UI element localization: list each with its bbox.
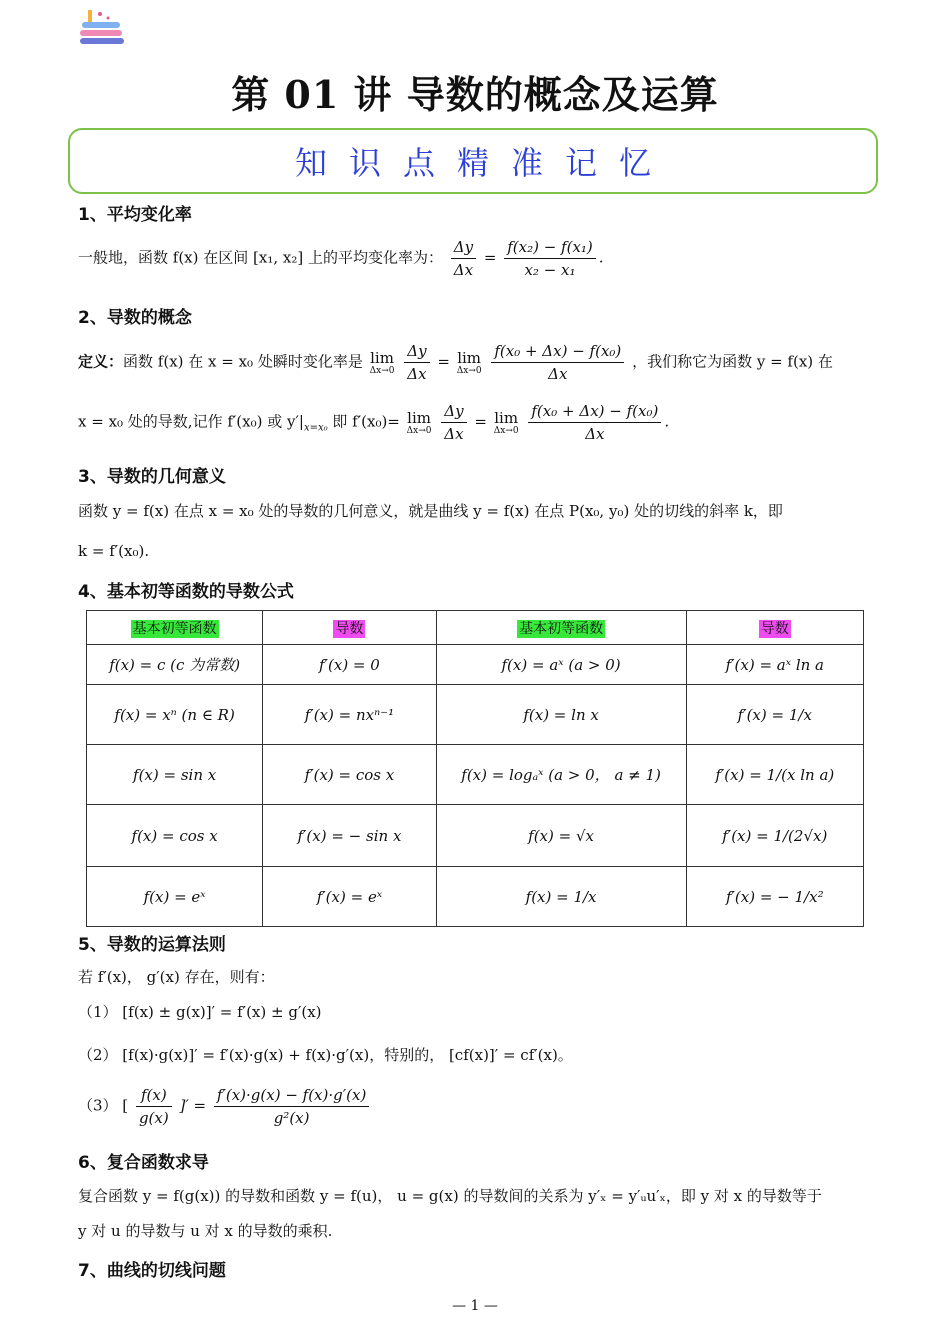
quotient-fraction: $\frac{f(x)}{g(x)}$ — [136, 1084, 172, 1129]
table-header-row — [87, 611, 864, 645]
definition-label: 定义： — [78, 352, 124, 371]
rule-3: （3） [ $\frac{f(x)}{g(x)}$ ]′ = $\frac{f'(x)\cdot g(x) - f(x)\cdot g'(x)}{\text{g²(x)}}$ — [78, 1084, 372, 1129]
heading-derivative-concept: 2、导数的概念 — [78, 308, 192, 328]
definition-line-2: x = x₀ 处的导数,记作 f′(x₀) 或 $y'|_{x=x_0}$ 即 f′(x₀)= lim Δx→0 $\frac{\Delta y}{\Delta x}$ = lim Δx→0 $\frac{\text{f(x₀ + Δx) − f(x₀)}}{\Delta x}$ . — [78, 402, 670, 443]
table-row: f(x) = sin x f′(x) = cos x f(x) = logₐˣ (a > 0， a ≠ 1) f′(x) = 1/(x ln a) — [87, 745, 864, 805]
limit-symbol: lim Δx→0 — [493, 408, 519, 436]
section-banner — [68, 128, 878, 194]
difference-quotient: $\frac{\text{f(x₀ + Δx) − f(x₀)}}{\Delta x}$ — [491, 340, 624, 385]
banner-text: 知识点精准记忆 — [294, 144, 673, 182]
heading-geometric-meaning: 3、导数的几何意义 — [78, 467, 226, 487]
heading-operation-rules: 5、导数的运算法则 — [78, 935, 226, 955]
books-logo-icon — [78, 8, 128, 50]
rule-2: （2） [f(x)·g(x)]′ = f′(x)·g(x) + f(x)·g′(x)，特别的， [cf(x)]′ = cf′(x)。 — [78, 1046, 573, 1064]
geometric-line-1: 函数 y = f(x) 在点 x = x₀ 处的导数的几何意义，就是曲线 y = f(x) 在点 P(x₀, y₀) 处的切线的斜率 k，即 — [78, 502, 783, 520]
table-row: f(x) = xⁿ (n ∈ R) f′(x) = nxⁿ⁻¹ f(x) = ln x f′(x) = 1/x — [87, 685, 864, 745]
table-row: f(x) = cos x f′(x) = − sin x f(x) = √x f′(x) = 1/(2√x) — [87, 805, 864, 867]
table-header: 导数 — [335, 620, 364, 637]
chain-rule-line-1: 复合函数 y = f(g(x)) 的导数和函数 y = f(u)， u = g(x) 的导数间的关系为 y′ₓ = y′ᵤu′ₓ，即 y 对 x 的导数等于 — [78, 1187, 822, 1205]
avg-rate-fraction: $\frac{\text{f(x₂) − f(x₁)}}{\text{x₂ − x₁}}$ — [504, 236, 596, 281]
dy-dx-fraction: $\frac{\Delta y}{\Delta x}$ — [451, 236, 476, 281]
geometric-line-2: k = f′(x₀). — [78, 542, 150, 560]
heading-tangent-problem: 7、曲线的切线问题 — [78, 1261, 226, 1281]
page-title: 第 01 讲 导数的概念及运算 — [231, 72, 719, 117]
page-number: — 1 — — [452, 1298, 498, 1314]
rule-1: （1） [f(x) ± g(x)]′ = f′(x) ± g′(x) — [78, 1003, 322, 1021]
table-header: 基本初等函数 — [519, 620, 604, 637]
quotient-rule-fraction: $\frac{f'(x)\cdot g(x) - f(x)\cdot g'(x)}{\text{g²(x)}}$ — [214, 1084, 369, 1129]
limit-symbol: lim Δx→0 — [456, 348, 482, 376]
avg-rate-text: 一般地，函数 f(x) 在区间 [x₁, x₂] 上的平均变化率为： — [78, 248, 443, 267]
definition-line-1: 定义：函数 f(x) 在 x = x₀ 处瞬时变化率是 lim Δx→0 $\frac{\Delta y}{\Delta x}$ = lim Δx→0 $\frac{\text{f(x₀ + Δx) − f(x₀)}}{\Delta x}$ ，我们称它为函数 y = f(x) 在 — [78, 342, 833, 383]
dy-dx-fraction: $\frac{\Delta y}{\Delta x}$ — [404, 340, 429, 385]
derivative-formula-table — [86, 610, 864, 927]
heading-derivative-formulas: 4、基本初等函数的导数公式 — [78, 582, 294, 602]
chain-rule-line-2: y 对 u 的导数与 u 对 x 的导数的乘积. — [78, 1222, 333, 1240]
table-header: 导数 — [760, 620, 789, 637]
table-row: f(x) = eˣ f′(x) = eˣ f(x) = 1/x f′(x) = − 1/x² — [87, 867, 864, 927]
table-header: 基本初等函数 — [132, 620, 217, 637]
limit-symbol: lim Δx→0 — [406, 408, 432, 436]
dy-dx-fraction: $\frac{\Delta y}{\Delta x}$ — [441, 400, 466, 445]
rules-intro: 若 f′(x)， g′(x) 存在，则有： — [78, 968, 275, 986]
heading-avg-rate: 1、平均变化率 — [78, 205, 192, 225]
heading-chain-rule: 6、复合函数求导 — [78, 1153, 209, 1173]
difference-quotient: $\frac{\text{f(x₀ + Δx) − f(x₀)}}{\Delta x}$ — [528, 400, 661, 445]
table-row: f(x) = c (c 为常数) f′(x) = 0 f(x) = aˣ (a > 0) f′(x) = aˣ ln a — [87, 645, 864, 685]
avg-rate-line: 一般地，函数 f(x) 在区间 [x₁, x₂] 上的平均变化率为： $\frac{\Delta y}{\Delta x}$ = $\frac{\text{f(x₂) − f(x₁)}}{\text{x₂ − x₁}}$ . — [78, 238, 604, 279]
limit-symbol: lim Δx→0 — [369, 348, 395, 376]
